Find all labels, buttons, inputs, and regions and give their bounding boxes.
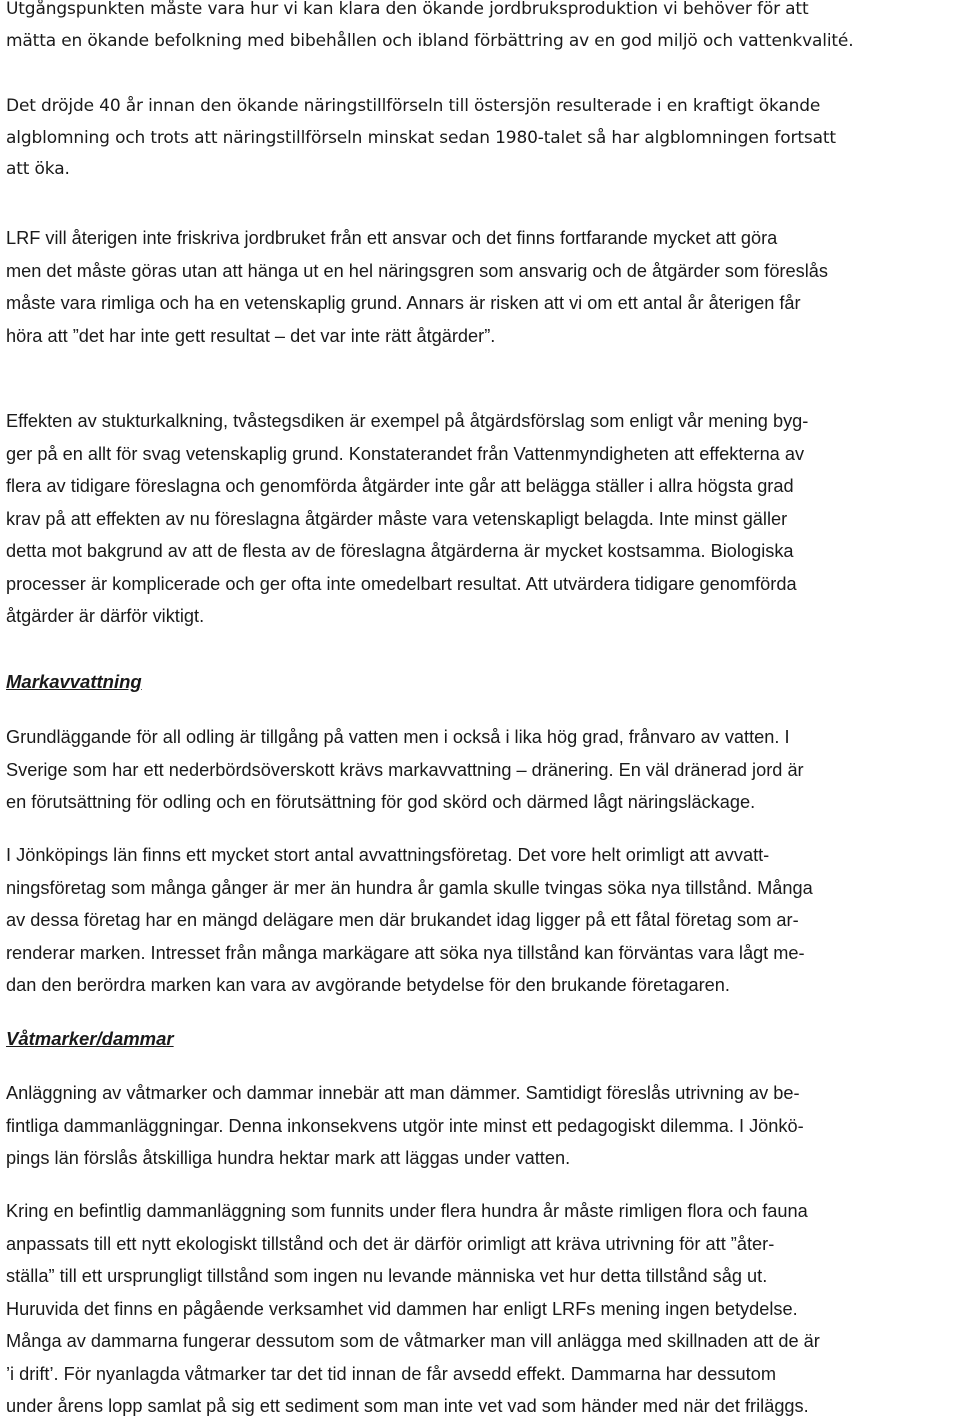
- heading-vatmarker-dammar: Våtmarker/dammar: [6, 1028, 174, 1049]
- paragraph-strukturkalkning: Effekten av stukturkalkning, tvåstegsdiken är exempel på åtgärdsförslag som enligt vår mening byg- ger på en allt för svag vetenskaplig grund. Konstaterandet från Vattenmyndigheten att effekterna av flera av tidigare föreslagna och genomförda åtgärder inte går att belägga ställer i allra högsta grad krav på att effekten av nu föreslagna åtgärder måste vara vetenskapligt belagda. Inte minst gäller detta mot bakgrund av att de flesta av de föreslagna åtgärderna är mycket kostsamma. Biologiska processer är komplicerade och ger ofta inte omedelbart resultat. Att utvärdera tidigare genomförda åtgärder är därför viktigt.: [6, 411, 809, 626]
- heading-markavvattning: Markavvattning: [6, 671, 142, 692]
- paragraph-jonkoping-avvattning: I Jönköpings län finns ett mycket stort antal avvattningsföretag. Det vore helt orimligt att avvatt- ningsföretag som många gånger är mer än hundra år gamla skulle tvingas söka nya tillstånd. Många av dessa företag har en mängd delägare men där brukandet idag ligger på ett fåtal företag som ar- renderar marken. Intresset från många markägare att söka nya tillstånd kan förväntas vara lågt me- dan den berördra marken kan vara av avgörande betydelse för den brukande företagaren.: [6, 845, 813, 995]
- paragraph-grundlaggande: Grundläggande för all odling är tillgång på vatten men i också i lika hög grad, frånvaro av vatten. I Sverige som har ett nederbördsöverskott krävs markavvattning – dränering. En väl dränerad jord är en förutsättning för odling och en förutsättning för god skörd och därmed lågt näringsläckage.: [6, 727, 804, 812]
- paragraph-anlaggning: Anläggning av våtmarker och dammar innebär att man dämmer. Samtidigt föreslås utrivning av be- fintliga dammanläggningar. Denna inkonsekvens utgör inte minst ett pedagogiskt dilemma. I Jönkö- pings län förslås åtskilliga hundra hektar mark att läggas under vatten.: [6, 1083, 804, 1168]
- paragraph-algblomning: Det dröjde 40 år innan den ökande näringstillförseln till östersjön resulterade i en kraftigt ökande algblomning och trots att näringstillförseln minskat sedan 1980-talet så har algblomningen fortsatt att öka.: [6, 96, 836, 179]
- paragraph-lrf-ansvar: LRF vill återigen inte friskriva jordbruket från ett ansvar och det finns fortfarande mycket att göra men det måste göras utan att hänga ut en hel näringsgren som ansvarig och de åtgärder som föreslås måste vara rimliga och ha en vetenskaplig grund. Annars är risken att vi om ett antal år återigen får höra att ”det har inte gett resultat – det var inte rätt åtgärder”.: [6, 228, 828, 346]
- paragraph-intro: Utgångspunkten måste vara hur vi kan klara den ökande jordbruksproduktion vi behöver för att mätta en ökande befolkning med bibehållen och ibland förbättring av en god miljö och vattenkvalité.: [6, 0, 854, 51]
- paragraph-dammanlaggning: Kring en befintlig dammanläggning som funnits under flera hundra år måste rimligen flora och fauna anpassats till ett nytt ekologiskt tillstånd och det är därför orimligt att kräva utrivning för att ”åter- ställa” till ett ursprungligt tillstånd som ingen nu levande människa vet hur detta tillstånd såg ut. Huruvida det finns en pågående verksamhet vid dammen har enligt LRFs mening ingen betydelse. Många av dammarna fungerar dessutom som de våtmarker man vill anlägga med skillnaden att de är ’i drift’. För nyanlagda våtmarker tar det tid innan de får avsedd effekt. Dammarna har dessutom under årens lopp samlat på sig ett sediment som man inte vet vad som händer med när det friläggs.: [6, 1201, 820, 1416]
